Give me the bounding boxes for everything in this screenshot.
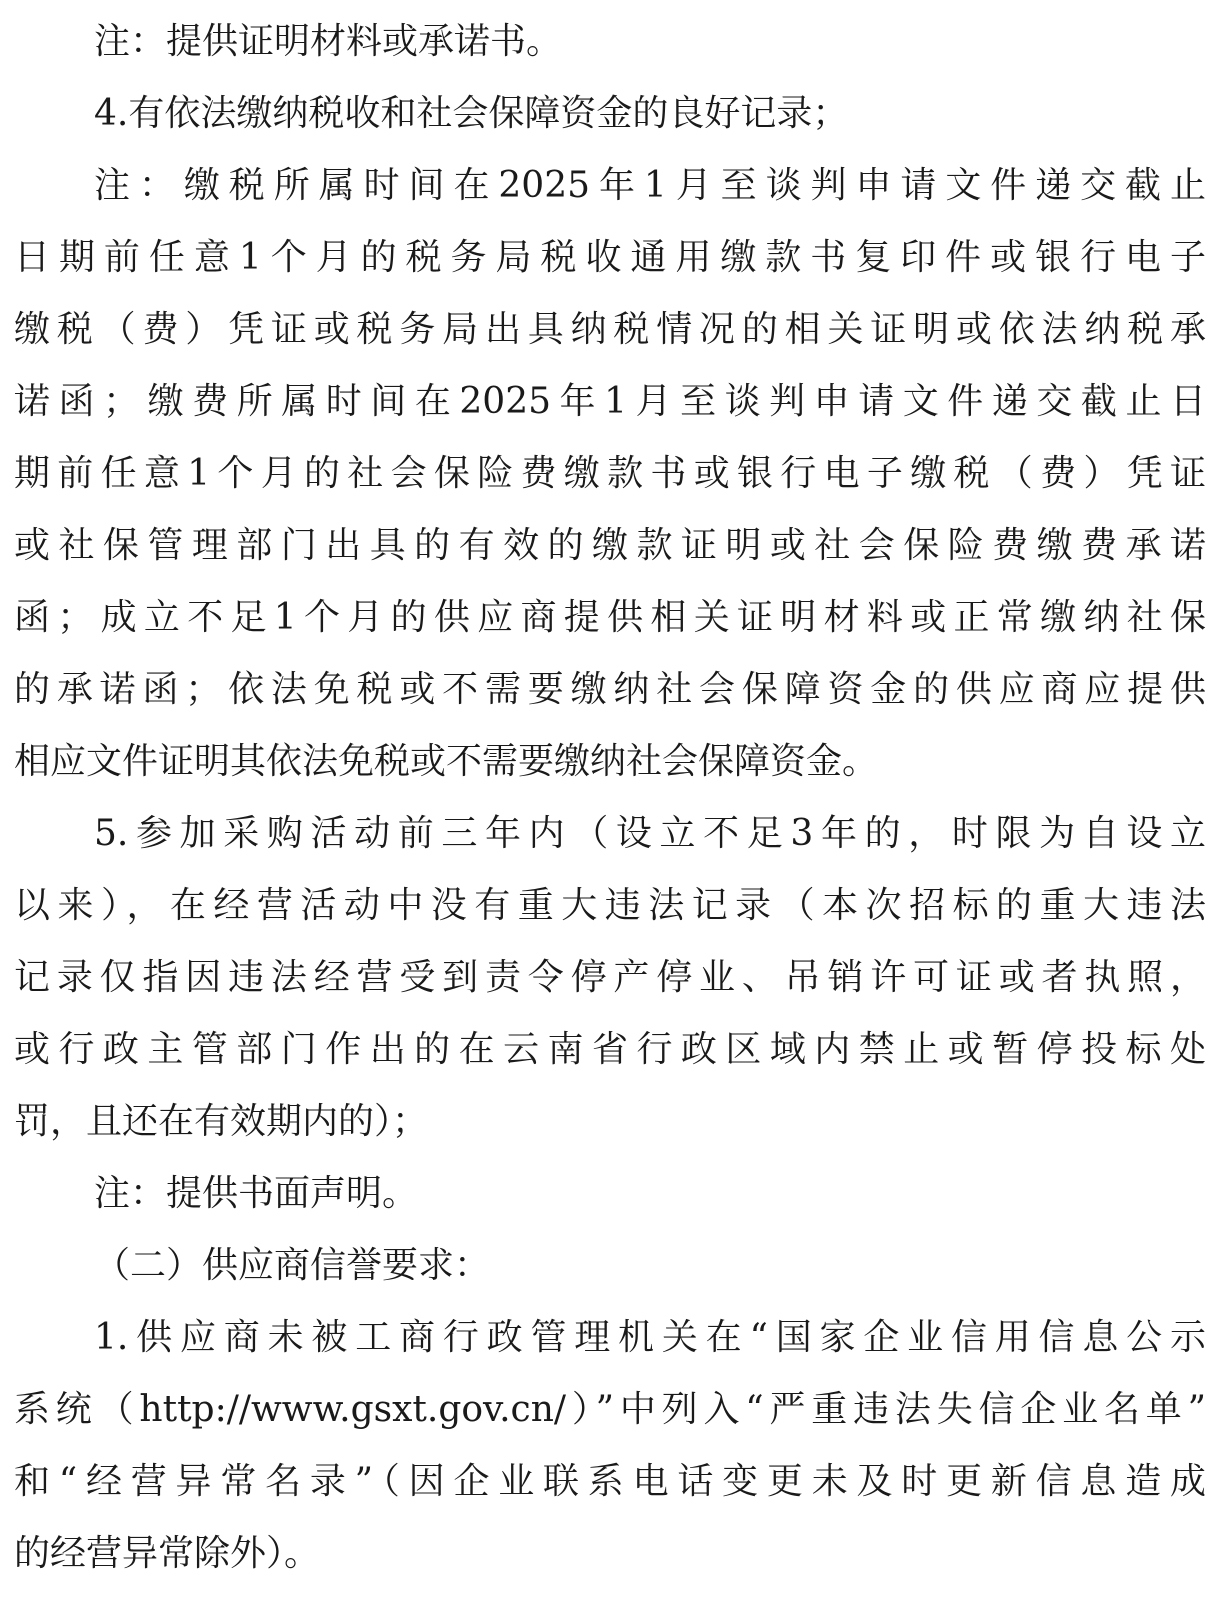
text-line: 缴税（费）凭证或税务局出具纳税情况的相关证明或依法纳税承 (14, 309, 1206, 350)
text-line: 注：提供证明材料或承诺书。 (94, 21, 563, 62)
text-line: 罚，且还在有效期内的）； (14, 1101, 429, 1142)
text-line: 诺函；缴费所属时间在2025年1月至谈判申请文件递交截止日 (14, 381, 1206, 422)
text-line: 期前任意1个月的社会保险费缴款书或银行电子缴税（费）凭证 (14, 453, 1206, 494)
text-line: 系统（http://www.gsxt.gov.cn/）”中列入“严重违法失信企业名单” (14, 1389, 1206, 1430)
text-line: 或行政主管部门作出的在云南省行政区域内禁止或暂停投标处 (14, 1029, 1206, 1070)
text-line: 和“经营异常名录”（因企业联系电话变更未及时更新信息造成 (14, 1461, 1206, 1502)
text-line: 1.供应商未被工商行政管理机关在“国家企业信用信息公示 (94, 1317, 1206, 1358)
text-line: 注：缴税所属时间在2025年1月至谈判申请文件递交截止 (94, 165, 1206, 206)
text-line: 4.有依法缴纳税收和社会保障资金的良好记录； (94, 93, 849, 134)
text-line: 的经营异常除外）。 (14, 1533, 321, 1574)
text-line: 注：提供书面声明。 (94, 1173, 419, 1214)
text-line: 日期前任意1个月的税务局税收通用缴款书复印件或银行电子 (14, 237, 1206, 278)
text-line: 或社保管理部门出具的有效的缴款证明或社会保险费缴费承诺 (14, 525, 1206, 566)
section-heading: （二）供应商信誉要求： (94, 1245, 491, 1286)
text-line: 函；成立不足1个月的供应商提供相关证明材料或正常缴纳社保 (14, 597, 1206, 638)
text-line: 记录仅指因违法经营受到责令停产停业、吊销许可证或者执照， (14, 957, 1206, 998)
text-line: 以来），在经营活动中没有重大违法记录（本次招标的重大违法 (14, 885, 1206, 926)
text-line: 的承诺函；依法免税或不需要缴纳社会保障资金的供应商应提供 (14, 669, 1206, 710)
text-line: 5.参加采购活动前三年内（设立不足3年的，时限为自设立 (94, 813, 1206, 854)
text-line: 相应文件证明其依法免税或不需要缴纳社会保障资金。 (14, 741, 879, 782)
